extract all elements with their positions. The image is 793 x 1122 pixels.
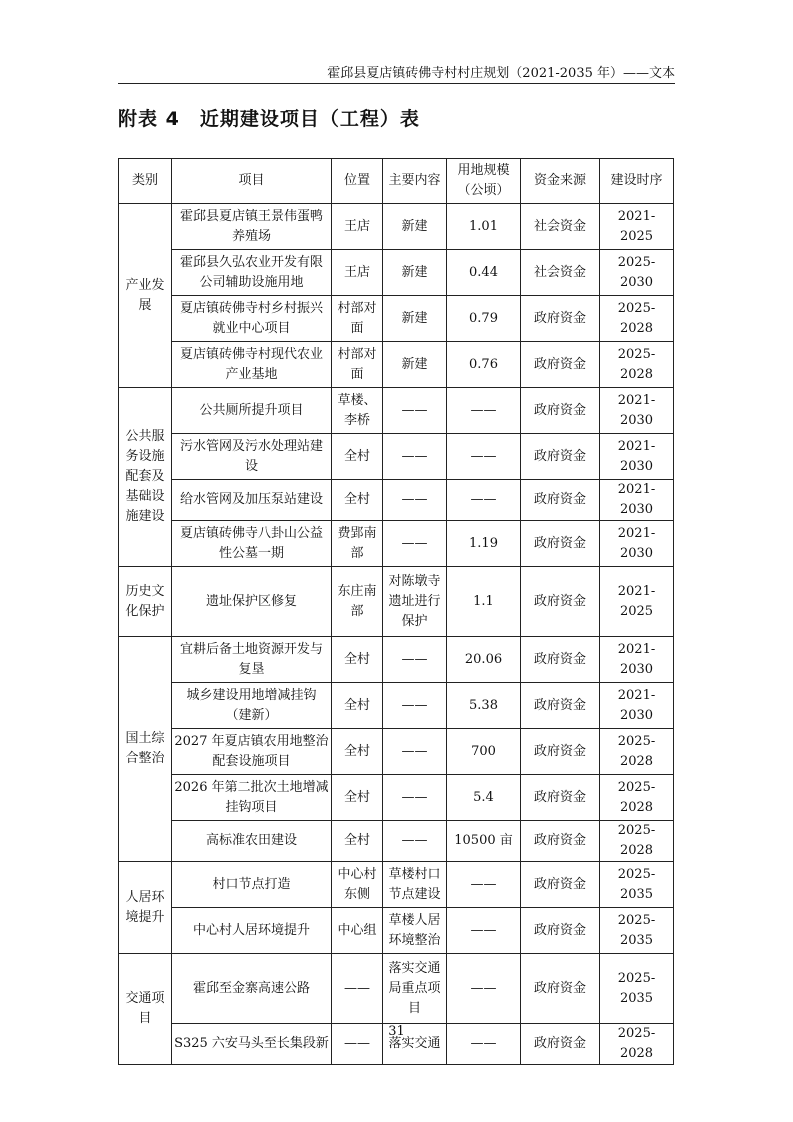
- area-cell: 0.76: [447, 342, 521, 388]
- location-cell: 中心村东侧: [332, 862, 383, 908]
- area-cell: ——: [447, 954, 521, 1024]
- funding-cell: 政府资金: [521, 342, 600, 388]
- area-cell: ——: [447, 480, 521, 521]
- location-cell: 全村: [332, 683, 383, 729]
- area-cell: 10500 亩: [447, 821, 521, 862]
- period-cell: 2025-2028: [600, 775, 674, 821]
- area-cell: 20.06: [447, 637, 521, 683]
- period-cell: 2025-2028: [600, 342, 674, 388]
- area-cell: 1.19: [447, 521, 521, 567]
- content-cell: 草楼人居环境整治: [383, 908, 447, 954]
- area-cell: 1.1: [447, 567, 521, 637]
- content-cell: ——: [383, 480, 447, 521]
- table-row: [119, 342, 674, 388]
- funding-cell: 政府资金: [521, 521, 600, 567]
- location-cell: 全村: [332, 729, 383, 775]
- funding-cell: 政府资金: [521, 296, 600, 342]
- location-cell: 中心组: [332, 908, 383, 954]
- project-cell: 高标准农田建设: [172, 821, 332, 862]
- project-cell: 霍邱县夏店镇王景伟蛋鸭养殖场: [172, 204, 332, 250]
- location-cell: 费郢南部: [332, 521, 383, 567]
- content-cell: 落实交通: [383, 1024, 447, 1065]
- col-header-content: 主要内容: [383, 159, 447, 204]
- period-cell: 2025-2035: [600, 862, 674, 908]
- location-cell: 东庄南部: [332, 567, 383, 637]
- category-cell: 公共服务设施配套及基础设施建设: [119, 388, 172, 567]
- location-cell: 王店: [332, 250, 383, 296]
- project-cell: 村口节点打造: [172, 862, 332, 908]
- funding-cell: 政府资金: [521, 683, 600, 729]
- table-row: [119, 204, 674, 250]
- location-cell: 王店: [332, 204, 383, 250]
- project-cell: 城乡建设用地增减挂钩（建新）: [172, 683, 332, 729]
- project-cell: 2027 年夏店镇农用地整治配套设施项目: [172, 729, 332, 775]
- category-cell: 产业发展: [119, 204, 172, 388]
- location-cell: 全村: [332, 434, 383, 480]
- area-cell: ——: [447, 434, 521, 480]
- content-cell: ——: [383, 821, 447, 862]
- funding-cell: 社会资金: [521, 204, 600, 250]
- table-row: [119, 821, 674, 862]
- content-cell: 新建: [383, 296, 447, 342]
- project-cell: 污水管网及污水处理站建设: [172, 434, 332, 480]
- category-cell: 国土综合整治: [119, 637, 172, 862]
- table-row: [119, 480, 674, 521]
- period-cell: 2021-2030: [600, 388, 674, 434]
- period-cell: 2025-2028: [600, 821, 674, 862]
- col-header-funding: 资金来源: [521, 159, 600, 204]
- funding-cell: 政府资金: [521, 434, 600, 480]
- content-cell: ——: [383, 775, 447, 821]
- content-cell: ——: [383, 729, 447, 775]
- table-title: 附表 4 近期建设项目（工程）表: [118, 108, 420, 130]
- period-cell: 2021-2030: [600, 434, 674, 480]
- table-header-row: [119, 159, 674, 204]
- funding-cell: 政府资金: [521, 480, 600, 521]
- table-row: [119, 434, 674, 480]
- location-cell: 村部对面: [332, 342, 383, 388]
- table-row: [119, 775, 674, 821]
- period-cell: 2021-2030: [600, 480, 674, 521]
- table-row: [119, 683, 674, 729]
- funding-cell: 政府资金: [521, 388, 600, 434]
- funding-cell: 政府资金: [521, 729, 600, 775]
- project-cell: 霍邱县久弘农业开发有限公司辅助设施用地: [172, 250, 332, 296]
- header-rule: [118, 83, 675, 84]
- project-cell: 遗址保护区修复: [172, 567, 332, 637]
- funding-cell: 政府资金: [521, 862, 600, 908]
- col-header-area: 用地规模（公顷）: [447, 159, 521, 204]
- category-cell: 历史文化保护: [119, 567, 172, 637]
- table-row: [119, 250, 674, 296]
- project-cell: 夏店镇砖佛寺村现代农业产业基地: [172, 342, 332, 388]
- period-cell: 2025-2035: [600, 954, 674, 1024]
- table-row: [119, 862, 674, 908]
- area-cell: 5.38: [447, 683, 521, 729]
- content-cell: ——: [383, 521, 447, 567]
- table-row: [119, 567, 674, 637]
- project-cell: 宜耕后备土地资源开发与复垦: [172, 637, 332, 683]
- location-cell: ——: [332, 954, 383, 1024]
- funding-cell: 政府资金: [521, 567, 600, 637]
- area-cell: 5.4: [447, 775, 521, 821]
- location-cell: 草楼、李桥: [332, 388, 383, 434]
- col-header-period: 建设时序: [600, 159, 674, 204]
- area-cell: ——: [447, 862, 521, 908]
- period-cell: 2025-2035: [600, 908, 674, 954]
- area-cell: ——: [447, 1024, 521, 1065]
- table-row: [119, 729, 674, 775]
- period-cell: 2021-2030: [600, 521, 674, 567]
- funding-cell: 政府资金: [521, 775, 600, 821]
- table-row: [119, 521, 674, 567]
- location-cell: ——: [332, 1024, 383, 1065]
- area-cell: ——: [447, 908, 521, 954]
- content-cell: ——: [383, 388, 447, 434]
- area-cell: 700: [447, 729, 521, 775]
- funding-cell: 政府资金: [521, 637, 600, 683]
- location-cell: 村部对面: [332, 296, 383, 342]
- table-row: [119, 388, 674, 434]
- col-header-project: 项目: [172, 159, 332, 204]
- area-cell: 0.44: [447, 250, 521, 296]
- area-cell: 0.79: [447, 296, 521, 342]
- period-cell: 2021-2030: [600, 683, 674, 729]
- period-cell: 2025-2028: [600, 1024, 674, 1065]
- table-row: [119, 908, 674, 954]
- content-cell: 新建: [383, 342, 447, 388]
- period-cell: 2021-2030: [600, 637, 674, 683]
- col-header-category: 类别: [119, 159, 172, 204]
- project-cell: 夏店镇砖佛寺村乡村振兴就业中心项目: [172, 296, 332, 342]
- funding-cell: 政府资金: [521, 821, 600, 862]
- project-cell: 公共厕所提升项目: [172, 388, 332, 434]
- content-cell: 新建: [383, 204, 447, 250]
- content-cell: ——: [383, 434, 447, 480]
- category-cell: 人居环境提升: [119, 862, 172, 954]
- period-cell: 2025-2028: [600, 729, 674, 775]
- table-row: [119, 954, 674, 1024]
- project-cell: 霍邱至金寨高速公路: [172, 954, 332, 1024]
- project-cell: 中心村人居环境提升: [172, 908, 332, 954]
- table-body: [119, 204, 674, 1065]
- project-cell: 给水管网及加压泵站建设: [172, 480, 332, 521]
- table-row: [119, 296, 674, 342]
- content-cell: 新建: [383, 250, 447, 296]
- table-row: [119, 637, 674, 683]
- location-cell: 全村: [332, 775, 383, 821]
- projects-table: [118, 158, 674, 1065]
- funding-cell: 社会资金: [521, 250, 600, 296]
- project-cell: 2026 年第二批次土地增减挂钩项目: [172, 775, 332, 821]
- project-cell: 夏店镇砖佛寺八卦山公益性公墓一期: [172, 521, 332, 567]
- funding-cell: 政府资金: [521, 954, 600, 1024]
- period-cell: 2021-2025: [600, 204, 674, 250]
- funding-cell: 政府资金: [521, 1024, 600, 1065]
- location-cell: 全村: [332, 637, 383, 683]
- page-number: 31: [388, 1024, 405, 1039]
- content-cell: ——: [383, 637, 447, 683]
- category-cell: 交通项目: [119, 954, 172, 1065]
- content-cell: ——: [383, 683, 447, 729]
- running-header: 霍邱县夏店镇砖佛寺村村庄规划（2021-2035 年）——文本: [327, 66, 675, 81]
- col-header-location: 位置: [332, 159, 383, 204]
- content-cell: 草楼村口节点建设: [383, 862, 447, 908]
- content-cell: 落实交通局重点项目: [383, 954, 447, 1024]
- period-cell: 2025-2028: [600, 296, 674, 342]
- area-cell: ——: [447, 388, 521, 434]
- location-cell: 全村: [332, 480, 383, 521]
- content-cell: 对陈墩寺遗址进行保护: [383, 567, 447, 637]
- period-cell: 2025-2030: [600, 250, 674, 296]
- location-cell: 全村: [332, 821, 383, 862]
- period-cell: 2021-2025: [600, 567, 674, 637]
- area-cell: 1.01: [447, 204, 521, 250]
- project-cell: S325 六安马头至长集段新: [172, 1024, 332, 1065]
- funding-cell: 政府资金: [521, 908, 600, 954]
